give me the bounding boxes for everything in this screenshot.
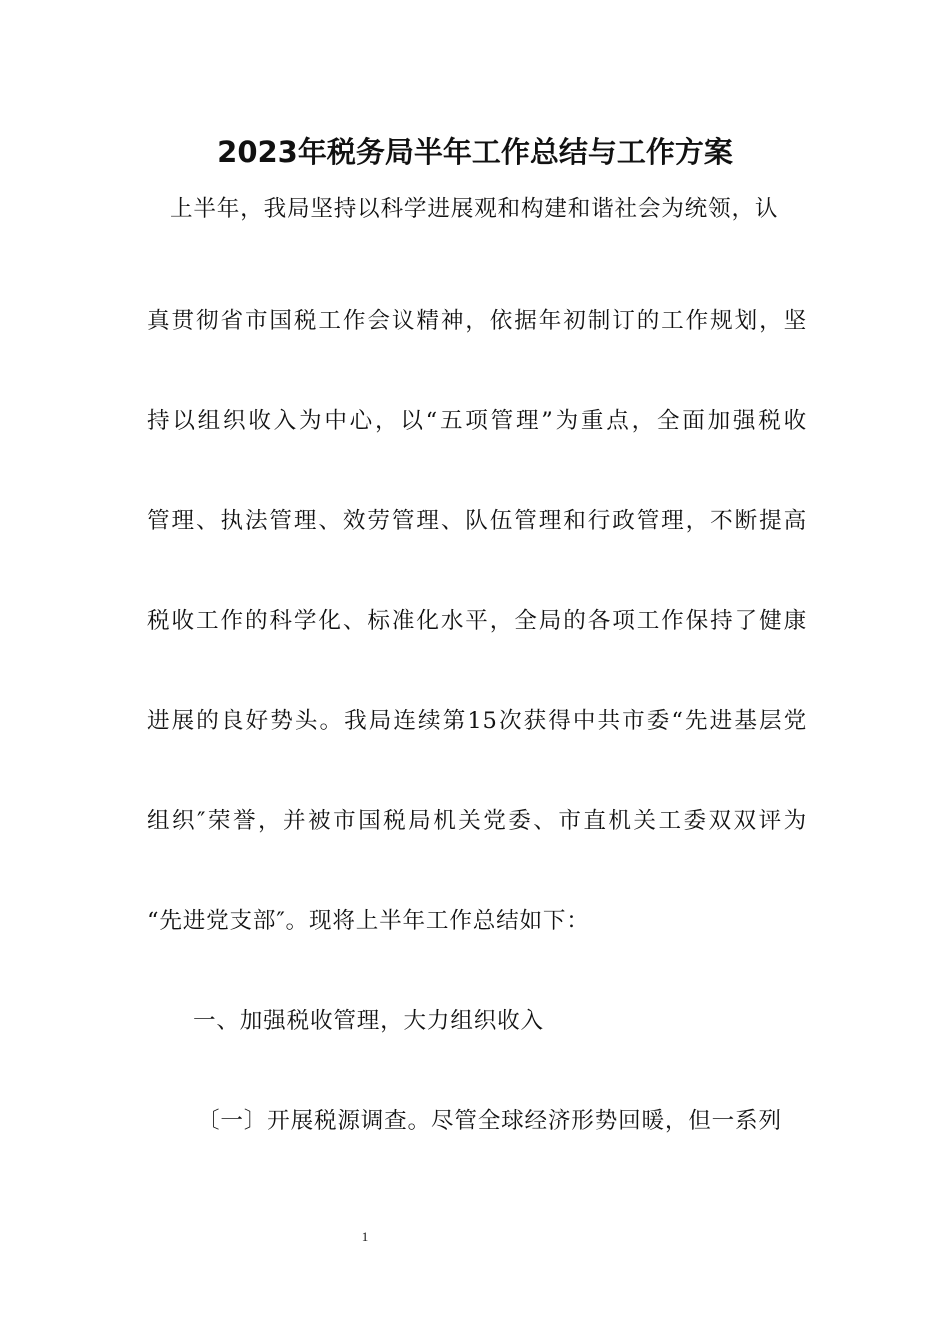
paragraph-line-2: 真贯彻省市国税工作会议精神，依据年初制订的工作规划，坚 xyxy=(147,308,807,334)
paragraph-line-1: 上半年，我局坚持以科学进展观和构建和谐社会为统领，认 xyxy=(170,196,779,222)
page-number: 1 xyxy=(361,1229,369,1244)
paragraph-line-7: 组织″荣誉，并被市国税局机关党委、市直机关工委双双评为 xyxy=(147,808,807,834)
section-heading-1: 一、加强税收管理，大力组织收入 xyxy=(193,1008,544,1034)
paragraph-line-3: 持以组织收入为中心，以“五项管理”为重点，全面加强税收 xyxy=(147,408,807,434)
paragraph-line-6: 进展的良好势头。我局连续第15次获得中共市委“先进基层党 xyxy=(147,708,807,734)
paragraph-line-4: 管理、执法管理、效劳管理、队伍管理和行政管理，不断提高 xyxy=(147,508,807,534)
paragraph-line-8: “先进党支部″。现将上半年工作总结如下： xyxy=(147,908,590,934)
document-title: 2023年税务局半年工作总结与工作方案 xyxy=(217,135,733,169)
subsection-line-1: 〔一〕开展税源调查。尽管全球经济形势回暖，但一系列 xyxy=(197,1108,782,1134)
paragraph-line-5: 税收工作的科学化、标准化水平，全局的各项工作保持了健康 xyxy=(147,608,807,634)
